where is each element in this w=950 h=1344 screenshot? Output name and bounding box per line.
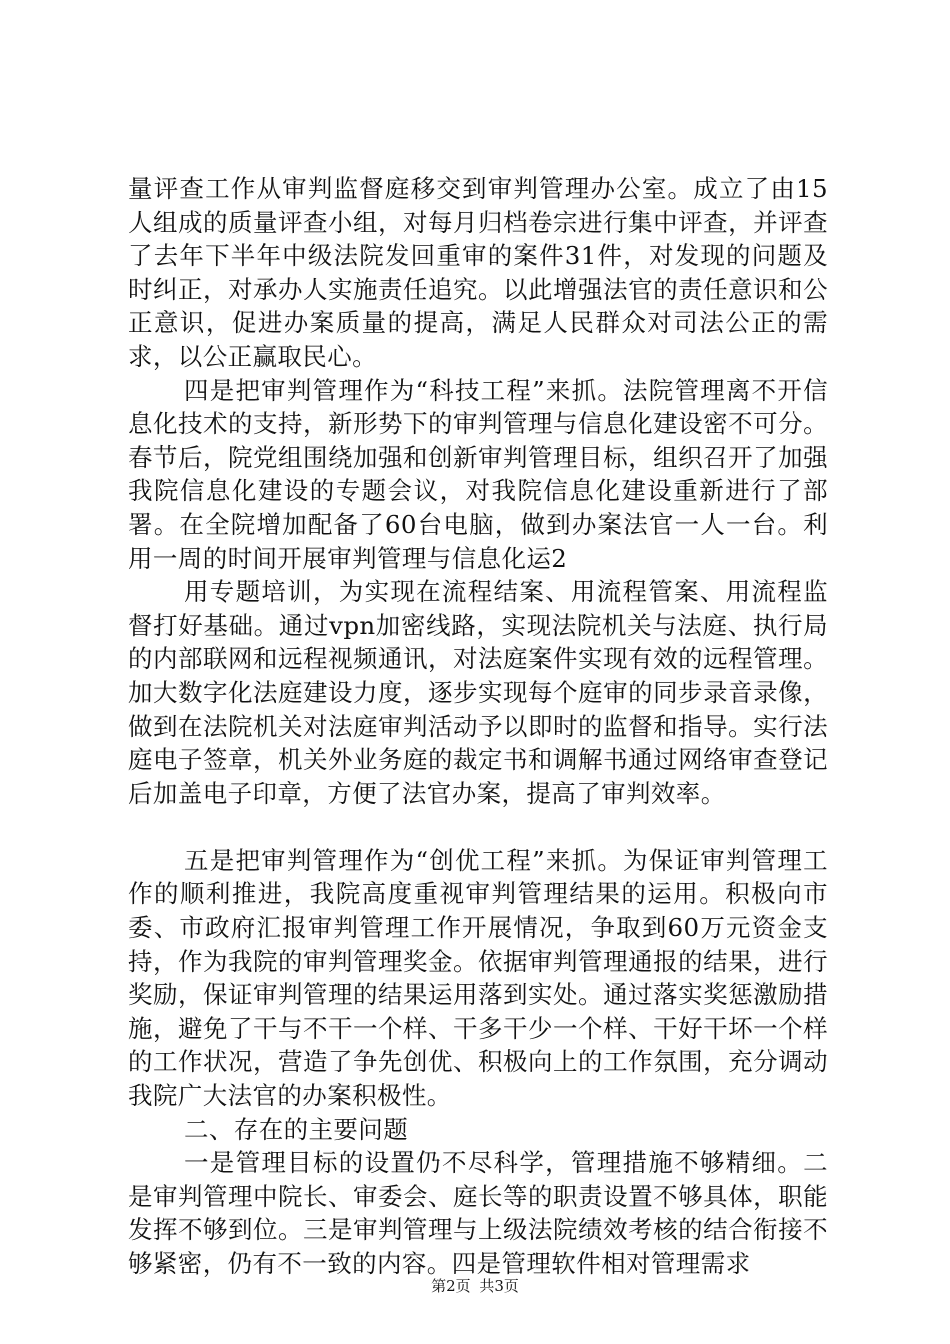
section-heading-problems: 二、存在的主要问题 (184, 1114, 409, 1144)
page-number: 第2页 (431, 1277, 471, 1295)
paragraph-continued: 量评查工作从审判监督庭移交到审判管理办公室。成立了由15人组成的质量评查小组，对每月归档卷宗进行集中评查，并评查了去年下半年中级法院发回重审的案件31件，对发现的问题及时纠正，对承办人实施责任追究。以此增强法官的责任意识和公正意识，促进办案质量的提高，满足人民群众对司法公正的需求，以公正赢取民心。 (128, 174, 828, 371)
paragraph-technology-project: 四是把审判管理作为“科技工程”来抓。法院管理离不开信息化技术的支持，新形势下的审判管理与信息化建设密不可分。春节后，院党组围绕加强和创新审判管理目标，组织召开了加强我院信息化建设的专题会议，对我院信息化建设重新进行了部署。在全院增加配备了60台电脑，做到办案法官一人一台。利用一周的时间开展审判管理与信息化运2 (128, 375, 828, 573)
paragraph-training: 用专题培训，为实现在流程结案、用流程管案、用流程监督打好基础。通过vpn加密线路，实现法院机关与法庭、执行局的内部联网和远程视频通讯，对法庭案件实现有效的远程管理。加大数字化法庭建设力度，逐步实现每个庭审的同步录音录像，做到在法院机关对法庭审判活动予以即时的监督和指导。实行法庭电子签章，机关外业务庭的裁定书和调解书通过网络审查登记后加盖电子印章，方便了法官办案，提高了审判效率。 (128, 577, 828, 808)
paragraph-excellence-project: 五是把审判管理作为“创优工程”来抓。为保证审判管理工作的顺利推进，我院高度重视审判管理结果的运用。积极向市委、市政府汇报审判管理工作开展情况，争取到60万元资金支持，作为我院的审判管理奖金。依据审判管理通报的结果，进行奖励，保证审判管理的结果运用落到实处。通过落实奖惩激励措施，避免了干与不干一个样、干多干少一个样、干好干坏一个样的工作状况，营造了争先创优、积极向上的工作氛围，充分调动我院广大法官的办案积极性。 (128, 845, 828, 1111)
page-footer (0, 1276, 950, 1296)
paragraph-problems: 一是管理目标的设置仍不尽科学，管理措施不够精细。二是审判管理中院长、审委会、庭长等的职责设置不够具体，职能发挥不够到位。三是审判管理与上级法院绩效考核的结合衔接不够紧密，仍有不一致的内容。四是管理软件相对管理需求 (128, 1148, 828, 1278)
page-total: 共3页 (479, 1277, 519, 1295)
document-body (128, 172, 828, 1281)
